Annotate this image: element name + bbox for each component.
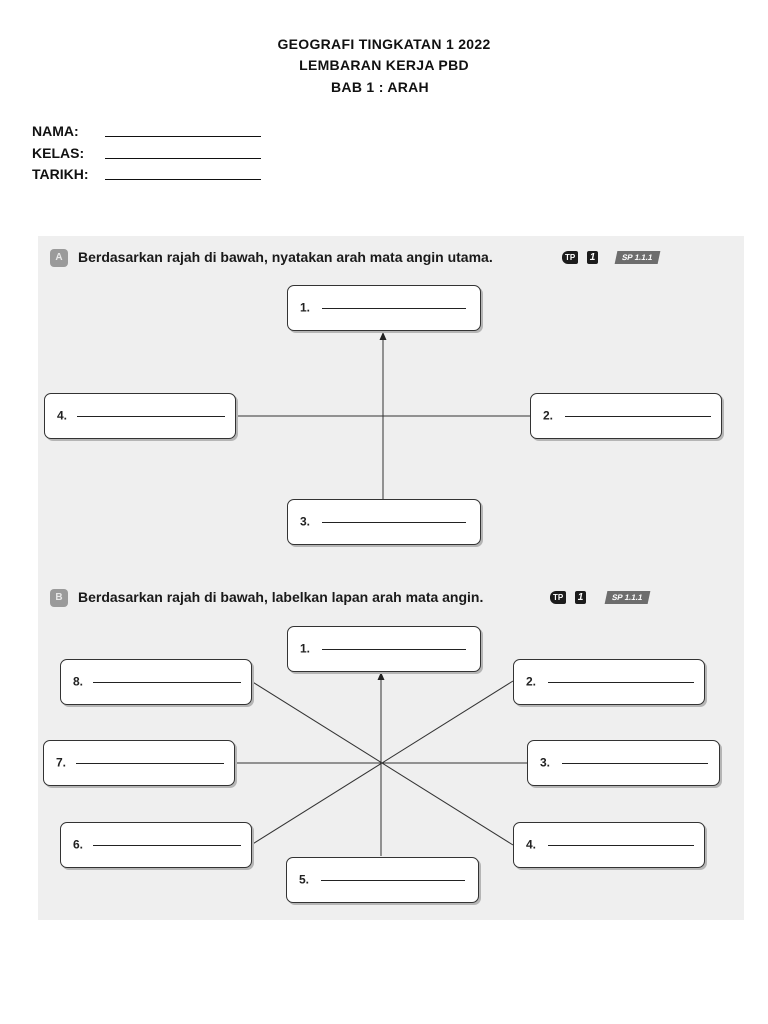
a-box-2-label: 2. <box>543 408 554 423</box>
b-box-8[interactable] <box>60 659 252 705</box>
a-box-2-blank[interactable] <box>565 416 711 417</box>
worksheet-subtitle: LEMBARAN KERJA PBD <box>299 57 469 73</box>
section-b-instruction: Berdasarkan rajah di bawah, labelkan lapan arah mata angin. <box>78 589 484 605</box>
section-b-tp-level: 1 <box>575 591 586 604</box>
a-box-4-label: 4. <box>57 408 68 423</box>
b-box-6[interactable] <box>60 822 252 868</box>
a-box-3[interactable] <box>287 499 481 545</box>
b-box-7-blank[interactable] <box>76 763 224 764</box>
a-box-1-blank[interactable] <box>322 308 466 309</box>
b-box-5[interactable] <box>286 857 479 903</box>
section-b-sp-badge: SP 1.1.1 <box>605 591 650 604</box>
section-a-sp-badge: SP 1.1.1 <box>615 251 660 264</box>
a-box-1-label: 1. <box>300 300 311 315</box>
section-a-badge: A <box>50 249 68 267</box>
a-box-2[interactable] <box>530 393 722 439</box>
b-box-8-label: 8. <box>73 674 84 689</box>
b-box-6-blank[interactable] <box>93 845 241 846</box>
b-box-4[interactable] <box>513 822 705 868</box>
b-box-3-blank[interactable] <box>562 763 708 764</box>
section-a-instruction: Berdasarkan rajah di bawah, nyatakan arah mata angin utama. <box>78 249 493 265</box>
a-box-1[interactable] <box>287 285 481 331</box>
section-a-tp-badge: TP <box>562 251 578 264</box>
b-box-1-label: 1. <box>300 641 311 656</box>
class-label: KELAS: <box>32 145 85 161</box>
b-box-2-blank[interactable] <box>548 682 694 683</box>
b-box-2-label: 2. <box>526 674 537 689</box>
worksheet-title: GEOGRAFI TINGKATAN 1 2022 <box>277 36 491 52</box>
b-box-1[interactable] <box>287 626 481 672</box>
section-b-badge: B <box>50 589 68 607</box>
b-box-3-label: 3. <box>540 755 551 770</box>
section-b-tp-badge: TP <box>550 591 566 604</box>
a-box-3-blank[interactable] <box>322 522 466 523</box>
a-box-4[interactable] <box>44 393 236 439</box>
a-box-4-blank[interactable] <box>77 416 225 417</box>
b-box-6-label: 6. <box>73 837 84 852</box>
b-box-4-blank[interactable] <box>548 845 694 846</box>
b-box-2[interactable] <box>513 659 705 705</box>
b-box-8-blank[interactable] <box>93 682 241 683</box>
date-label: TARIKH: <box>32 166 89 182</box>
a-box-3-label: 3. <box>300 514 311 529</box>
b-box-7[interactable] <box>43 740 235 786</box>
b-box-5-label: 5. <box>299 872 310 887</box>
section-a-tp-level: 1 <box>587 251 598 264</box>
b-box-4-label: 4. <box>526 837 537 852</box>
b-box-5-blank[interactable] <box>321 880 465 881</box>
b-box-7-label: 7. <box>56 755 67 770</box>
b-box-1-blank[interactable] <box>322 649 466 650</box>
name-label: NAMA: <box>32 123 79 139</box>
b-box-3[interactable] <box>527 740 720 786</box>
chapter-title: BAB 1 : ARAH <box>331 79 429 95</box>
